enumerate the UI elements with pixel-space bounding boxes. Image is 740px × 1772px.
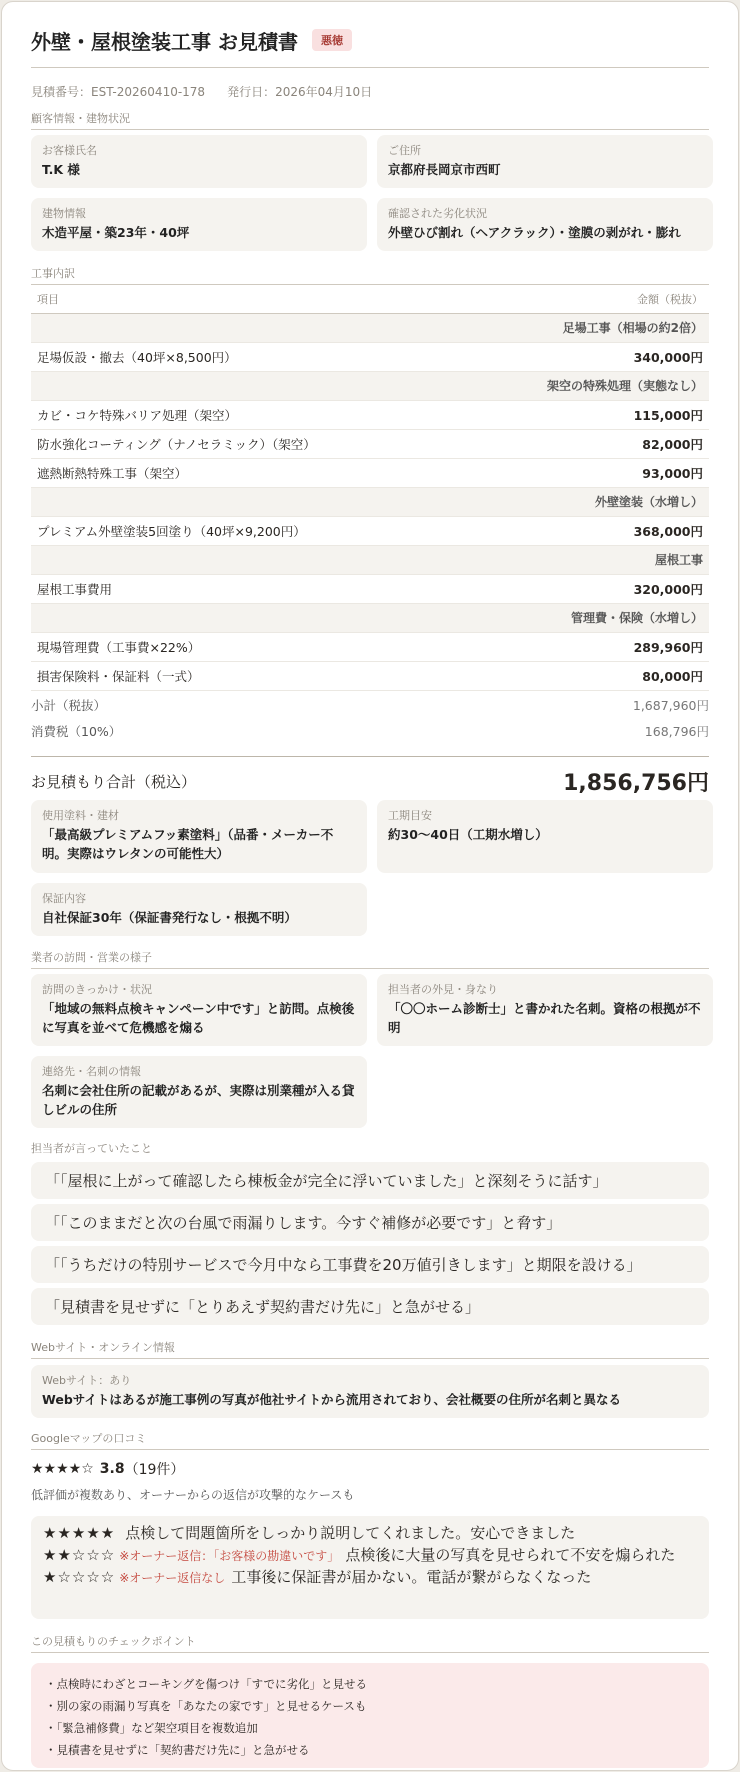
category-row: [31, 313, 709, 342]
field-label: 工期目安: [388, 808, 432, 822]
item-name: 現場管理費（工事費×22%）: [31, 632, 561, 661]
item-amount: 115,000円: [561, 400, 709, 429]
table-row: [31, 632, 709, 661]
item-name: カビ・コケ特殊バリア処理（架空）: [31, 400, 561, 429]
field-label: 連絡先・名刺の情報: [42, 1064, 141, 1078]
quotes-list: [31, 1162, 709, 1325]
section-google-label: Googleマップの口コミ: [31, 1430, 709, 1450]
page-title: 外壁・屋根塗装工事 お見積書: [31, 29, 298, 54]
review-stars-icon: ★★☆☆☆: [43, 1545, 116, 1564]
item-name: 足場仮設・撤去（40坪×8,500円）: [31, 342, 561, 371]
checkpoints-box: [31, 1663, 709, 1768]
tax-label: 消費税（10%）: [31, 723, 122, 739]
checkpoint-item: ・「緊急補修費」など架空項目を複数追加: [45, 1720, 258, 1735]
contact-box: [31, 1056, 367, 1128]
building-info-box: [31, 198, 367, 251]
google-note: 低評価が複数あり、オーナーからの返信が攻撃的なケースも: [31, 1487, 355, 1502]
owner-reply: ※オーナー返信：「お客様の勘違いです」: [119, 1548, 340, 1563]
visit-trigger: 「地域の無料点検キャンペーン中です」と訪問。点検後に写真を並べて危機感を煽る: [42, 1000, 355, 1035]
rating-stars-icon: ★★★★☆: [31, 1460, 94, 1477]
subtotal-value: 1,687,960円: [632, 697, 709, 713]
item-name: 防水強化コーティング（ナノセラミック）（架空）: [31, 429, 561, 458]
review-text: 点検後に大量の写真を見せられて不安を煽られた: [345, 1545, 676, 1564]
category-row: [31, 487, 709, 516]
item-amount: 80,000円: [561, 661, 709, 690]
paint-value: 「最高級プレミアムフッ素塗料」（品番・メーカー不明。実際はウレタンの可能性大）: [42, 826, 334, 861]
estimate-meta: [31, 83, 709, 103]
customer-address: 京都府長岡京市西町: [388, 162, 501, 177]
checkpoint-item: ・別の家の雨漏り写真を「あなたの家です」と見せるケースも: [45, 1698, 367, 1713]
table-row: [31, 458, 709, 487]
item-amount: 82,000円: [561, 429, 709, 458]
section-visit-label: 業者の訪問・営業の様子: [31, 949, 709, 969]
quote-item: 「見積書を見せずに「とりあえず契約書だけ先に」と急がせる」: [31, 1288, 709, 1325]
category-label: 架空の特殊処理（実態なし）: [31, 371, 709, 400]
warranty-box: [31, 883, 367, 936]
issue-date: 発行日：2026年04月10日: [227, 85, 373, 99]
item-name: 遮熱断熱特殊工事（架空）: [31, 458, 561, 487]
field-label: お客様氏名: [42, 144, 97, 157]
category-row: [31, 545, 709, 574]
quote-item: 「「屋根に上がって確認したら棟板金が完全に浮いていました」と深刻そうに話す」: [31, 1162, 709, 1199]
review-item: [43, 1545, 697, 1567]
status-badge: 悪徳: [312, 29, 352, 51]
review-text: 工事後に保証書が届かない。電話が繋がらなくなった: [231, 1567, 592, 1586]
checkpoint-item: ・点検時にわざとコーキングを傷つけ「すでに劣化」と見せる: [45, 1676, 367, 1691]
field-label: 使用塗料・建材: [42, 808, 119, 822]
divider: [31, 67, 709, 68]
review-count: （19件）: [124, 1461, 185, 1478]
tax-row: [31, 718, 709, 744]
col-item: 項目: [31, 285, 561, 313]
rating-value: 3.8: [99, 1460, 125, 1477]
field-label: ご住所: [388, 144, 421, 157]
table-row: [31, 574, 709, 603]
review-stars-icon: ★☆☆☆☆: [43, 1567, 116, 1586]
table-row: [31, 516, 709, 545]
item-name: 屋根工事費用: [31, 574, 561, 603]
estimate-card: [1, 1, 739, 1771]
quote-item: 「「このままだと次の台風で雨漏りします。今すぐ補修が必要です」と脅す」: [31, 1204, 709, 1241]
item-name: プレミアム外壁塗装5回塗り（40坪×9,200円）: [31, 516, 561, 545]
field-label: 訪問のきっかけ・状況: [42, 982, 152, 996]
total-row: [31, 767, 709, 797]
category-label: 屋根工事: [31, 545, 709, 574]
item-name: 損害保険料・保証料（一式）: [31, 661, 561, 690]
col-amount: 金額（税抜）: [561, 285, 709, 313]
customer-name-box: [31, 135, 367, 188]
customer-address-box: [377, 135, 713, 188]
category-row: [31, 371, 709, 400]
section-customer-label: 顧客情報・建物状況: [31, 110, 709, 130]
item-amount: 320,000円: [561, 574, 709, 603]
building-info: 木造平屋・築23年・40坪: [42, 225, 190, 240]
website-box: [31, 1365, 709, 1418]
category-label: 外壁塗装（水増し）: [31, 487, 709, 516]
field-label: Webサイト：あり: [42, 1373, 132, 1387]
estimate-number: 見積番号：EST-20260410-178: [31, 85, 206, 99]
visit-trigger-box: [31, 974, 367, 1046]
category-row: [31, 603, 709, 632]
review-item: [43, 1523, 697, 1545]
tax-value: 168,796円: [644, 723, 709, 739]
subtotal-row: [31, 692, 709, 718]
field-label: 担当者の外見・身なり: [388, 982, 498, 996]
works-table: [31, 285, 709, 691]
section-website-label: Webサイト・オンライン情報: [31, 1339, 709, 1359]
visit-look-box: [377, 974, 713, 1046]
category-label: 足場工事（相場の約2倍）: [31, 313, 709, 342]
item-amount: 340,000円: [561, 342, 709, 371]
spec-grid: [31, 800, 709, 936]
owner-reply: ※オーナー返信なし: [119, 1570, 226, 1585]
deterioration-status: 外壁ひび割れ（ヘアクラック）・塗膜の剥がれ・膨れ: [388, 225, 681, 240]
checkpoint-item: ・見積書を見せずに「契約書だけ先に」と急がせる: [45, 1742, 310, 1757]
review-text: 点検して問題箇所をしっかり説明してくれました。安心できました: [125, 1523, 576, 1542]
table-row: [31, 429, 709, 458]
period-value: 約30〜40日（工期水増し）: [388, 826, 548, 842]
period-box: [377, 800, 713, 873]
table-row: [31, 400, 709, 429]
paint-box: [31, 800, 367, 873]
category-label: 管理費・保険（水増し）: [31, 603, 709, 632]
total-label: お見積もり合計（税込）: [31, 773, 197, 791]
contact-info: 名刺に会社住所の記載があるが、実際は別業種が入る貸しビルの住所: [42, 1082, 355, 1117]
deterioration-box: [377, 198, 713, 251]
section-checkpoints-label: この見積もりのチェックポイント: [31, 1633, 709, 1653]
total-value: 1,856,756円: [563, 771, 709, 796]
table-row: [31, 661, 709, 690]
section-quotes-label: 担当者が言っていたこと: [31, 1141, 152, 1155]
warranty-value: 自社保証30年（保証書発行なし・根拠不明）: [42, 909, 297, 925]
review-stars-icon: ★★★★★: [43, 1523, 116, 1542]
table-row: [31, 342, 709, 371]
website-value: Webサイトはあるが施工事例の写真が他社サイトから流用されており、会社概要の住所が名刺と異なる: [42, 1391, 622, 1407]
visit-look: 「〇〇ホーム診断士」と書かれた名刺。資格の根拠が不明: [388, 1000, 701, 1035]
header: [31, 24, 709, 56]
reviews-box: [31, 1516, 709, 1619]
table-header-row: [31, 285, 709, 313]
item-amount: 368,000円: [561, 516, 709, 545]
field-label: 確認された劣化状況: [388, 207, 487, 220]
item-amount: 93,000円: [561, 458, 709, 487]
quote-item: 「「うちだけの特別サービスで今月中なら工事費を20万値引きします」と期限を設ける」: [31, 1246, 709, 1283]
field-label: 建物情報: [42, 207, 86, 220]
customer-grid: [31, 135, 709, 251]
section-works-label: 工事内訳: [31, 265, 709, 285]
item-amount: 289,960円: [561, 632, 709, 661]
review-item: [43, 1567, 697, 1589]
google-rating: [31, 1456, 709, 1482]
field-label: 保証内容: [42, 891, 86, 905]
subtotal-label: 小計（税抜）: [31, 697, 107, 713]
visit-grid: [31, 974, 709, 1128]
customer-name: T.K 様: [42, 162, 80, 177]
divider: [31, 756, 709, 757]
